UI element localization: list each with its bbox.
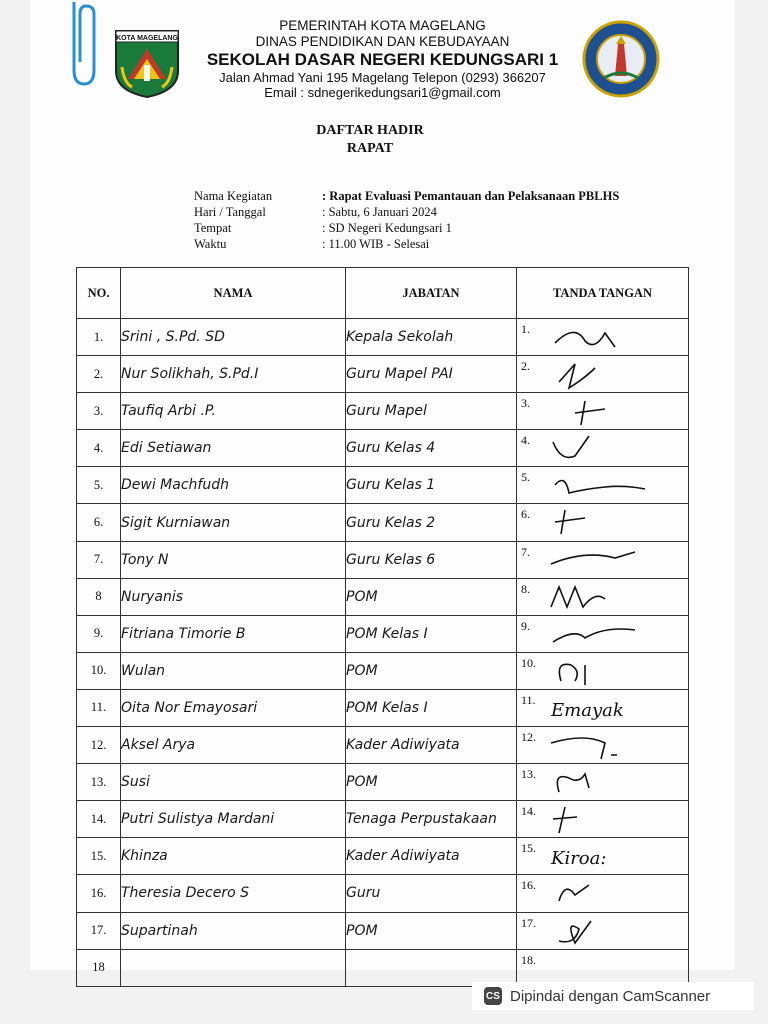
row-position: POM Kelas I <box>346 615 517 652</box>
signature-mark <box>545 395 665 427</box>
row-signature-cell <box>517 393 689 430</box>
signature-stroke <box>551 587 605 607</box>
row-number: 3. <box>77 393 121 430</box>
department-name: DINAS PENDIDIKAN DAN KEBUDAYAAN <box>255 33 510 49</box>
signature-stroke <box>557 774 589 792</box>
meeting-info <box>194 188 619 252</box>
row-name: Oita Nor Emayosari <box>121 689 346 726</box>
signature-number: 17. <box>521 915 536 930</box>
signature-mark <box>545 655 665 687</box>
header-nama: NAMA <box>121 268 346 319</box>
table-row <box>77 838 689 875</box>
row-signature-cell <box>517 689 689 726</box>
signature-number: 2. <box>521 359 530 374</box>
signature-stroke <box>575 401 605 425</box>
header-tanda-tangan: TANDA TANGAN <box>517 268 689 319</box>
signature-number: 14. <box>521 804 536 819</box>
info-value: : Sabtu, 6 Januari 2024 <box>322 205 437 219</box>
row-name: Tony N <box>121 541 346 578</box>
signature-stroke <box>553 436 589 457</box>
signature-mark <box>545 432 665 464</box>
signature-mark <box>545 692 665 724</box>
row-position: Guru Kelas 2 <box>346 504 517 541</box>
row-signature-cell <box>517 875 689 912</box>
row-position: Kader Adiwiyata <box>346 727 517 764</box>
info-value: : Rapat Evaluasi Pemantauan dan Pelaksanaan PBLHS <box>322 189 620 203</box>
row-name: Supartinah <box>121 912 346 949</box>
attendance-table <box>76 267 689 987</box>
row-number: 6. <box>77 504 121 541</box>
letterhead <box>190 18 575 101</box>
row-name: Edi Setiawan <box>121 430 346 467</box>
signature-mark <box>545 321 665 353</box>
row-number: 2. <box>77 356 121 393</box>
signature-stroke <box>551 738 617 759</box>
row-position: Guru Kelas 1 <box>346 467 517 504</box>
row-signature-cell <box>517 504 689 541</box>
info-label: Hari / Tanggal <box>194 205 266 219</box>
table-row <box>77 430 689 467</box>
row-name: Khinza <box>121 838 346 875</box>
table-row <box>77 467 689 504</box>
row-signature-cell <box>517 430 689 467</box>
row-name: Srini , S.Pd. SD <box>121 319 346 356</box>
row-signature-cell <box>517 356 689 393</box>
row-number: 8 <box>77 578 121 615</box>
info-row-time <box>194 236 619 252</box>
attendance-rows <box>77 319 689 987</box>
row-position: POM <box>346 578 517 615</box>
row-number: 13. <box>77 764 121 801</box>
signature-mark <box>545 729 665 761</box>
row-number: 9. <box>77 615 121 652</box>
table-row <box>77 504 689 541</box>
row-position: Kepala Sekolah <box>346 319 517 356</box>
table-row <box>77 764 689 801</box>
table-row <box>77 652 689 689</box>
signature-text: Kiroa: <box>551 848 607 870</box>
row-signature-cell <box>517 615 689 652</box>
row-number: 10. <box>77 652 121 689</box>
row-number: 12. <box>77 727 121 764</box>
row-name: Putri Sulistya Mardani <box>121 801 346 838</box>
school-email: Email : sdnegerikedungsari1@gmail.com <box>264 85 501 101</box>
row-signature-cell <box>517 467 689 504</box>
table-row <box>77 875 689 912</box>
signature-stroke <box>555 481 645 494</box>
row-signature-cell <box>517 764 689 801</box>
row-name: Taufiq Arbi .P. <box>121 393 346 430</box>
row-name <box>121 949 346 986</box>
row-signature-cell <box>517 652 689 689</box>
signature-mark <box>545 877 665 909</box>
row-number: 4. <box>77 430 121 467</box>
row-position: Tenaga Perpustakaan <box>346 801 517 838</box>
row-signature-cell <box>517 319 689 356</box>
row-number: 5. <box>77 467 121 504</box>
signature-mark <box>545 840 665 872</box>
signature-stroke <box>553 807 577 833</box>
row-number: 15. <box>77 838 121 875</box>
signature-number: 8. <box>521 581 530 596</box>
row-signature-cell <box>517 912 689 949</box>
signature-number: 4. <box>521 433 530 448</box>
logo-left-label: KOTA MAGELANG <box>116 35 178 42</box>
signature-number: 13. <box>521 767 536 782</box>
signature-stroke <box>559 921 591 943</box>
row-name: Dewi Machfudh <box>121 467 346 504</box>
table-row <box>77 801 689 838</box>
row-name: Nur Solikhah, S.Pd.I <box>121 356 346 393</box>
signature-mark <box>545 618 665 650</box>
table-row <box>77 356 689 393</box>
signature-number: 18. <box>521 952 536 967</box>
header-no: NO. <box>77 268 121 319</box>
row-number: 11. <box>77 689 121 726</box>
row-name: Nuryanis <box>121 578 346 615</box>
signature-stroke <box>555 332 615 347</box>
signature-number: 9. <box>521 618 530 633</box>
row-name: Theresia Decero S <box>121 875 346 912</box>
row-name: Fitriana Timorie B <box>121 615 346 652</box>
row-signature-cell <box>517 949 689 986</box>
row-signature-cell <box>517 541 689 578</box>
table-row <box>77 689 689 726</box>
signature-number: 7. <box>521 544 530 559</box>
row-position: POM <box>346 652 517 689</box>
row-position: Guru <box>346 875 517 912</box>
row-position: Guru Kelas 6 <box>346 541 517 578</box>
row-number: 16. <box>77 875 121 912</box>
signature-number: 16. <box>521 878 536 893</box>
signature-stroke <box>559 885 589 901</box>
camscanner-text: Dipindai dengan CamScanner <box>510 987 711 1005</box>
government-name: PEMERINTAH KOTA MAGELANG <box>279 18 486 33</box>
signature-number: 15. <box>521 841 536 856</box>
document-title <box>270 122 470 158</box>
title-line1: DAFTAR HADIR <box>316 123 424 138</box>
table-row <box>77 912 689 949</box>
row-position: POM <box>346 912 517 949</box>
signature-stroke <box>553 629 635 642</box>
row-number: 1. <box>77 319 121 356</box>
table-row <box>77 949 689 986</box>
row-position: Guru Kelas 4 <box>346 430 517 467</box>
table-row <box>77 727 689 764</box>
row-position: Kader Adiwiyata <box>346 838 517 875</box>
row-position: Guru Mapel <box>346 393 517 430</box>
row-signature-cell <box>517 801 689 838</box>
info-value: : SD Negeri Kedungsari 1 <box>322 221 452 235</box>
kota-magelang-logo-icon <box>112 27 182 99</box>
row-signature-cell <box>517 578 689 615</box>
row-name: Susi <box>121 764 346 801</box>
table-row <box>77 578 689 615</box>
signature-number: 12. <box>521 730 536 745</box>
signature-number: 11. <box>521 692 536 707</box>
info-label: Nama Kegiatan <box>194 189 273 203</box>
row-name: Aksel Arya <box>121 727 346 764</box>
signature-text: Emayak <box>551 699 624 721</box>
row-number: 17. <box>77 912 121 949</box>
signature-number: 1. <box>521 322 530 336</box>
signature-stroke <box>551 552 635 564</box>
row-position: Guru Mapel PAI <box>346 356 517 393</box>
table-row <box>77 541 689 578</box>
table-row <box>77 319 689 356</box>
signature-mark <box>545 469 665 501</box>
camscanner-icon: CS <box>484 987 502 1005</box>
info-row-activity <box>194 188 619 204</box>
signature-number: 10. <box>521 655 536 670</box>
row-number: 7. <box>77 541 121 578</box>
row-signature-cell <box>517 838 689 875</box>
signature-stroke <box>555 510 585 534</box>
row-number: 14. <box>77 801 121 838</box>
signature-mark <box>545 952 665 984</box>
info-label: Tempat <box>194 221 232 235</box>
info-row-place <box>194 220 619 236</box>
school-address: Jalan Ahmad Yani 195 Magelang Telepon (0293) 366207 <box>219 69 546 85</box>
title-line2: RAPAT <box>346 141 394 157</box>
camscanner-watermark <box>472 982 754 1010</box>
row-signature-cell <box>517 727 689 764</box>
signature-mark <box>545 358 665 390</box>
info-row-date <box>194 204 619 220</box>
signature-mark <box>545 544 665 576</box>
header-jabatan: JABATAN <box>346 268 517 319</box>
signature-number: 5. <box>521 470 530 485</box>
table-header-row <box>77 268 689 319</box>
signature-number: 6. <box>521 507 530 522</box>
signature-number: 3. <box>521 396 530 411</box>
row-position <box>346 949 517 986</box>
row-number: 18 <box>77 949 121 986</box>
row-name: Wulan <box>121 652 346 689</box>
signature-mark <box>545 581 665 613</box>
school-name: SEKOLAH DASAR NEGERI KEDUNGSARI 1 <box>206 49 559 69</box>
signature-stroke <box>559 364 595 388</box>
signature-mark <box>545 803 665 835</box>
school-logo-icon <box>582 20 660 98</box>
table-row <box>77 393 689 430</box>
paper-clip-icon <box>66 0 102 86</box>
row-position: POM <box>346 764 517 801</box>
signature-mark <box>545 766 665 798</box>
info-label: Waktu <box>194 237 227 251</box>
signature-mark <box>545 506 665 538</box>
signature-stroke <box>559 664 585 685</box>
row-position: POM Kelas I <box>346 689 517 726</box>
signature-mark <box>545 915 665 947</box>
row-name: Sigit Kurniawan <box>121 504 346 541</box>
info-value: : 11.00 WIB - Selesai <box>322 237 430 251</box>
table-row <box>77 615 689 652</box>
